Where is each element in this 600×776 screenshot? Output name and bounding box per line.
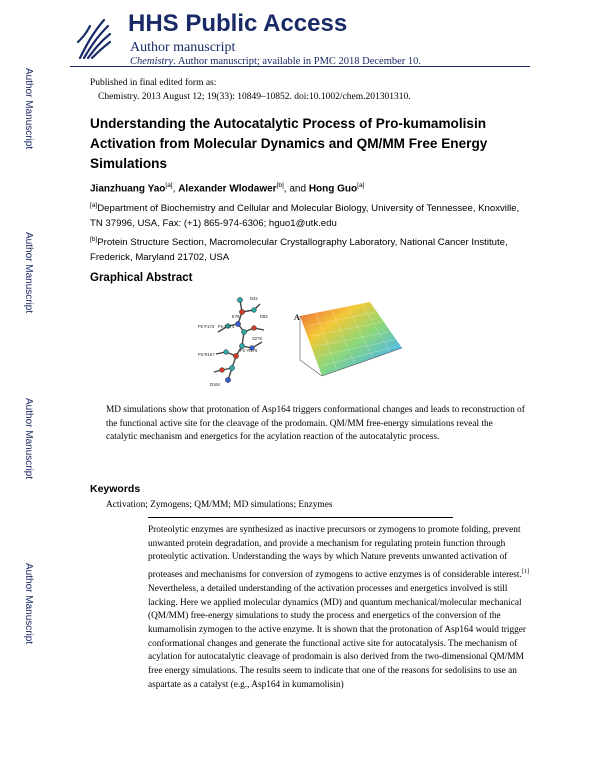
residue-label: D164: [210, 382, 221, 387]
free-energy-surface: [294, 302, 402, 376]
header-subtitle: Author manuscript: [130, 40, 236, 55]
residue-label: D82: [260, 314, 268, 319]
author-separator: ,: [172, 183, 179, 195]
affiliation-marker: [b]: [90, 236, 98, 243]
published-in-label: Published in final edited form as:: [90, 78, 217, 88]
affiliation: [90, 198, 530, 231]
affiliation-marker: [a]: [90, 202, 98, 209]
keywords-heading: Keywords: [90, 483, 141, 495]
residue-label: P1'-R175: [240, 348, 258, 353]
side-label: Author Manuscript: [23, 68, 34, 150]
residue-label: P3-R167: [198, 352, 215, 357]
header-journal-line: Chemistry. Author manuscript; available in PMC 2018 December 10.: [130, 56, 422, 67]
citation-line: Chemistry. 2013 August 12; 19(33): 10849–10852. doi:10.1002/chem.201301310.: [98, 92, 411, 102]
body-text-part: Nevertheless, a detailed understanding of the activation processes and energetics involved is still lacking. Here we applied molecular dynamics (MD) and quantum mechanical/molecular mechanical (QM/MM) free-energy simulations to study the process and energetics of the conversion of the kumamolisin zymogen to the active enzyme. It is shown that the protonation of Asp164 would trigger conformational changes and generate the functional active site for autocatalysis. The mechanism of acylation for autocatalytic cleavage of prodomain is also derived from the two-dimensional QM/MM free energy simulations. The results seem to indicate that one of the reasons for sedolisins to use an aspartate as a catalyst (e.g., Asp164 in kumamolisin): [148, 583, 527, 690]
residue-label: D32: [250, 296, 258, 301]
header-title: HHS Public Access: [128, 10, 348, 37]
affiliation: [90, 232, 530, 265]
graphical-abstract-text: MD simulations show that protonation of Asp164 triggers conformational changes and leads to reconstruction of the functional active site for the cleavage of the prodomain. QM/MM free-energy simulations reveal the catalytic mechanism and energetics for the acylation reaction of the autocatalytic process.: [106, 405, 525, 442]
author-affil-marker: [b]: [276, 182, 284, 189]
residue-label: S278: [252, 336, 262, 341]
residue-label: P2-F173: [198, 324, 215, 329]
journal-name: Chemistry: [130, 56, 174, 67]
body-text-part: Proteolytic enzymes are synthesized as inactive precursors or zymogens to promote folding, prevent unwanted protein degradation, and provide a mechanism for regulating protein function through proteolytic activation. Understanding the ways by which Nature prevents unwanted activation of proteases and mechanisms for conversion of zymogens to active enzymes is of considerable interest.: [148, 525, 522, 581]
availability-text: Author manuscript; available in PMC 2018 December 10.: [177, 56, 422, 67]
author-affil-marker: [a]: [357, 182, 365, 189]
author-list: [90, 182, 364, 194]
keywords-list: Activation; Zymogens; QM/MM; MD simulations; Enzymes: [106, 500, 333, 510]
author-name: Jianzhuang Yao: [90, 183, 166, 195]
affiliation-text: Protein Structure Section, Macromolecular Crystallography Laboratory, National Cancer Institute, Frederick, Maryland 21702, USA: [90, 237, 508, 264]
author-separator: , and: [283, 183, 309, 195]
hhs-eagle-logo-icon: [74, 12, 114, 62]
author-name: Alexander Wlodawer: [178, 183, 277, 195]
section-divider: [148, 517, 453, 518]
side-label: Author Manuscript: [23, 398, 34, 480]
author-affil-marker: [a]: [165, 182, 173, 189]
side-label: Author Manuscript: [23, 232, 34, 314]
graphical-abstract-figure: [192, 290, 442, 390]
residue-label: P1-F174: [218, 324, 235, 329]
graphical-abstract-heading: Graphical Abstract: [90, 272, 193, 284]
affiliation-text: Department of Biochemistry and Cellular and Molecular Biology, University of Tennessee, Knoxville, TN 37996, USA, Fax: (+1) 865-974-6306; hguo1@utk.edu: [90, 203, 520, 230]
body-paragraph: [148, 524, 530, 693]
panel-label: A: [294, 313, 300, 322]
reference-marker: [1]: [521, 568, 530, 576]
article-title: Understanding the Autocatalytic Process of Pro-kumamolisin Activation from Molecular Dynamics and QM/MM Free Energy Simulations: [90, 116, 488, 171]
residue-label: E78: [232, 314, 240, 319]
author-name: Hong Guo: [308, 183, 358, 195]
side-label: Author Manuscript: [23, 563, 34, 645]
